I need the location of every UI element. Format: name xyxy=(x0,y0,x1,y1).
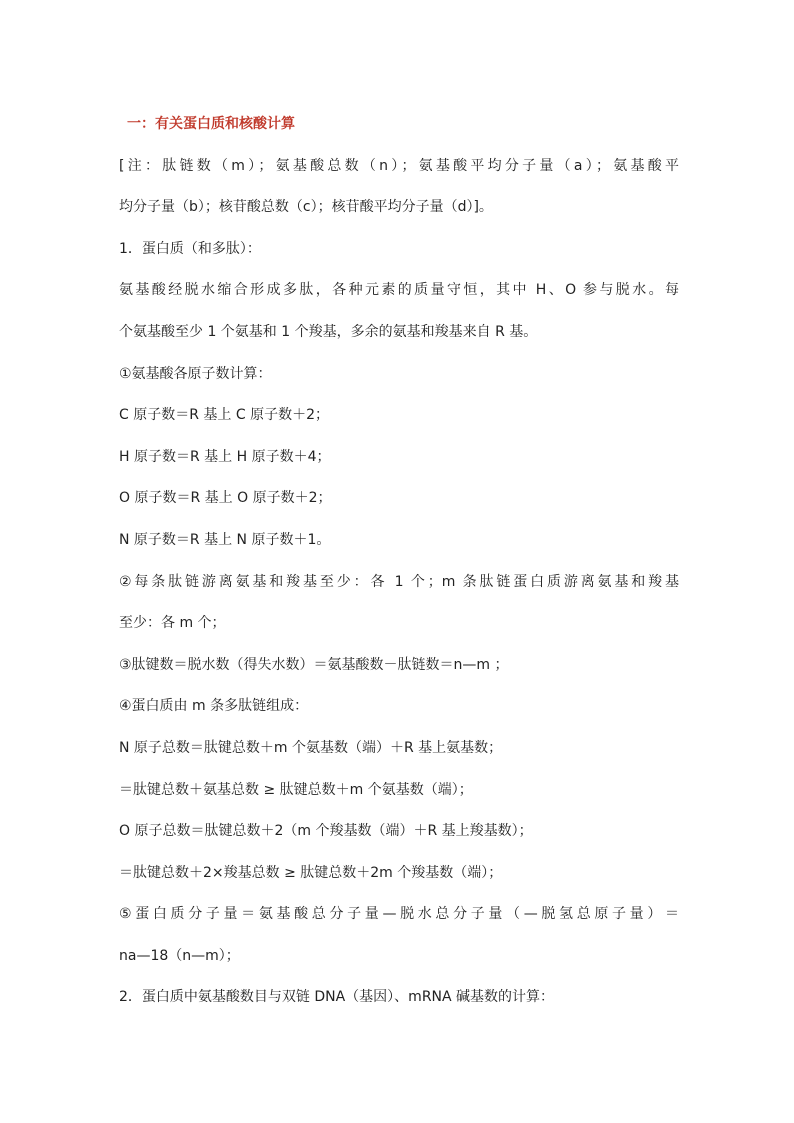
formula-o-total: O 原子总数＝肽键总数＋2（m 个羧基数（端）＋R 基上羧基数）； xyxy=(119,823,533,840)
item-5-molecular-weight: ⑤蛋白质分子量＝氨基酸总分子量—脱水总分子量（—脱氢总原子量）＝ xyxy=(119,906,679,923)
subsection-2-title: 2．蛋白质中氨基酸数目与双链 DNA（基因）、mRNA 碱基数的计算： xyxy=(119,989,555,1006)
item-3-peptide-bonds: ③肽键数＝脱水数（得失水数）＝氨基酸数－肽链数＝n—m ； xyxy=(119,656,509,673)
paragraph-line-2: 个氨基酸至少 1 个氨基和 1 个羧基，多余的氨基和羧基来自 R 基。 xyxy=(119,323,538,340)
formula-n-atoms: N 原子数＝R 基上 N 原子数＋1。 xyxy=(119,531,331,548)
formula-h-atoms: H 原子数＝R 基上 H 原子数＋4； xyxy=(119,448,331,465)
note-line-1: [注：肽链数（m）；氨基酸总数（n）；氨基酸平均分子量（a）；氨基酸平 xyxy=(119,157,679,174)
item-2-line-1: ②每条肽链游离氨基和羧基至少：各 1 个；m 条肽链蛋白质游离氨基和羧基 xyxy=(119,573,679,590)
subsection-protein-title: 1．蛋白质（和多肽）： xyxy=(119,240,261,257)
section-heading: 一：有关蛋白质和核酸计算 xyxy=(127,116,295,132)
formula-n-total-continued: ＝肽键总数＋氨基总数 ≥ 肽键总数＋m 个氨基数（端）； xyxy=(119,781,473,798)
note-line-2: 均分子量（b）；核苷酸总数（c）；核苷酸平均分子量（d）]。 xyxy=(119,199,493,216)
paragraph-line-1: 氨基酸经脱水缩合形成多肽，各种元素的质量守恒，其中 H、O 参与脱水。每 xyxy=(119,282,679,299)
item-4-title: ④蛋白质由 m 条多肽链组成： xyxy=(119,698,309,715)
item-2-line-2: 至少：各 m 个； xyxy=(119,615,226,632)
formula-n-total: N 原子总数＝肽键总数＋m 个氨基数（端）＋R 基上氨基数； xyxy=(119,739,503,756)
item-5-formula: na—18（n—m）； xyxy=(119,947,240,964)
formula-o-atoms: O 原子数＝R 基上 O 原子数＋2； xyxy=(119,490,332,507)
item-1-title: ①氨基酸各原子数计算： xyxy=(119,365,272,382)
document-body xyxy=(119,104,679,1019)
formula-o-total-continued: ＝肽键总数＋2×羧基总数 ≥ 肽键总数＋2m 个羧基数（端）； xyxy=(119,864,503,881)
formula-c-atoms: C 原子数＝R 基上 C 原子数＋2； xyxy=(119,407,329,424)
